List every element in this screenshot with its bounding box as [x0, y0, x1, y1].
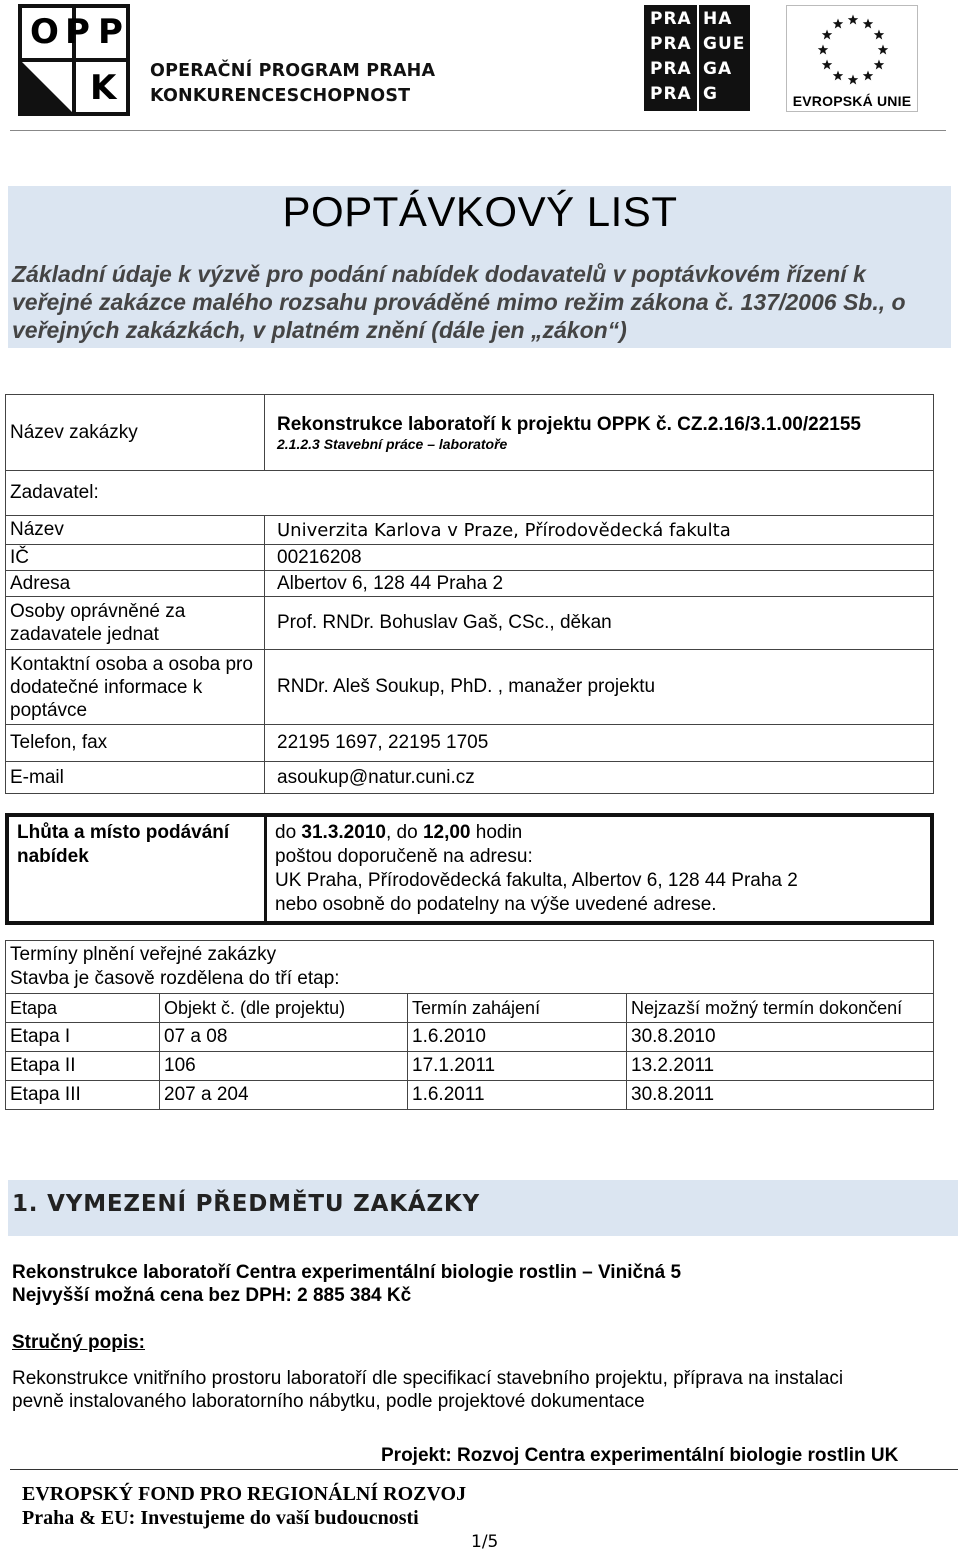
schedule-heading: Termíny plnění veřejné zakázky — [10, 944, 277, 965]
praha-right-2: GUE — [703, 34, 746, 54]
deadline-date: 31.3.2010 — [301, 822, 386, 843]
eu-star-icon — [848, 75, 858, 85]
ic-value: 00216208 — [265, 545, 934, 571]
eu-star-icon — [822, 60, 832, 70]
col-header-object: Objekt č. (dle projektu) — [160, 994, 408, 1023]
table-cell: 207 a 204 — [160, 1081, 408, 1110]
eu-logo — [786, 5, 918, 112]
section-1-title: 1. VYMEZENÍ PŘEDMĚTU ZAKÁZKY — [12, 1191, 481, 1217]
praha-logo — [644, 5, 750, 111]
footer-fund-line2: Praha & EU: Investujeme do vaší budoucnosti — [22, 1507, 419, 1529]
contracting-info-table — [5, 394, 934, 794]
deadline-line4: nebo osobně do podatelny na výše uvedené adrese. — [275, 894, 717, 915]
oppk-name-line2: KONKURENCESCHOPNOST — [150, 86, 411, 106]
authorized-persons-value: Prof. RNDr. Bohuslav Gaš, CSc., děkan — [265, 597, 934, 650]
eu-star-icon — [863, 19, 873, 29]
eu-label: EVROPSKÁ UNIE — [792, 93, 912, 109]
subject-line1: Rekonstrukce laboratoří Centra experimentální biologie rostlin – Viničná 5 — [12, 1262, 682, 1283]
footer-fund-line1: EVROPSKÝ FOND PRO REGIONÁLNÍ ROZVOJ — [22, 1483, 467, 1505]
header-divider — [10, 130, 946, 131]
contact-person-value: RNDr. Aleš Soukup, PhD. , manažer projektu — [265, 650, 934, 725]
oppk-letter-o: O — [30, 12, 59, 52]
eu-star-icon — [878, 45, 888, 55]
eu-star-icon — [822, 30, 832, 40]
contract-name-sub: 2.1.2.3 Stavební práce – laboratoře — [277, 435, 508, 452]
table-cell: Etapa I — [6, 1023, 160, 1052]
authority-name-label: Název — [6, 516, 265, 545]
contracting-authority-heading: Zadavatel: — [6, 471, 934, 516]
eu-star-icon — [874, 30, 884, 40]
page-title: POPTÁVKOVÝ LIST — [282, 188, 678, 235]
praha-right-1: HA — [703, 9, 733, 29]
ic-label: IČ — [6, 545, 265, 571]
phone-label: Telefon, fax — [6, 725, 265, 762]
praha-left-3: PRA — [650, 59, 692, 79]
deadline-line1 — [275, 821, 926, 845]
brief-description-label: Stručný popis: — [12, 1332, 146, 1353]
praha-right-3: GA — [703, 59, 733, 79]
praha-left-1: PRA — [650, 9, 692, 29]
col-header-end: Nejzazší možný termín dokončení — [627, 994, 934, 1023]
praha-left-2: PRA — [650, 34, 692, 54]
contract-name-main: Rekonstrukce laboratoří k projektu OPPK č. CZ.2.16/3.1.00/22155 — [277, 413, 861, 435]
contact-person-label: Kontaktní osoba a osoba pro dodatečné informace k poptávce — [6, 650, 265, 725]
schedule-table — [5, 940, 934, 1110]
oppk-letter-k: K — [90, 68, 117, 108]
footer-divider — [10, 1469, 958, 1470]
address-value: Albertov 6, 128 44 Praha 2 — [265, 571, 934, 597]
praha-left-4: PRA — [650, 84, 692, 104]
deadline-time: 12,00 — [422, 822, 471, 843]
deadline-mid: , do — [385, 822, 423, 843]
footer-project: Projekt: Rozvoj Centra experimentální biologie rostlin UK — [381, 1445, 899, 1466]
deadline-line2: poštou doporučeně na adresu: — [275, 846, 533, 867]
footer-fund — [22, 1482, 466, 1530]
authority-name-value: Univerzita Karlova v Praze, Přírodovědecká fakulta — [265, 516, 934, 545]
authorized-persons-label: Osoby oprávněné za zadavatele jednat — [6, 597, 265, 650]
col-header-start: Termín zahájení — [408, 994, 627, 1023]
table-cell: 30.8.2011 — [627, 1081, 934, 1110]
eu-star-icon — [874, 60, 884, 70]
table-row — [6, 1023, 934, 1052]
deadline-table — [5, 813, 934, 925]
oppk-letter-p2: P — [98, 12, 123, 52]
table-cell: Etapa III — [6, 1081, 160, 1110]
email-label: E-mail — [6, 762, 265, 794]
table-cell: 17.1.2011 — [408, 1052, 627, 1081]
deadline-post: hodin — [470, 822, 523, 843]
page-subtitle: Základní údaje k výzvě pro podání nabídek dodavatelů v poptávkovém řízení k veřejné zakázce malého rozsahu prováděné mimo režim zákona č. 137/2006 Sb., o veřejných zakázkách, v platném znění (dále jen „zákon“) — [12, 261, 906, 343]
table-cell: 07 a 08 — [160, 1023, 408, 1052]
description-line1: Rekonstrukce vnitřního prostoru laboratoří dle specifikací stavebního projektu, příprava na instalaci — [12, 1368, 844, 1389]
table-row — [6, 1081, 934, 1110]
table-cell: 30.8.2010 — [627, 1023, 934, 1052]
deadline-line3: UK Praha, Přírodovědecká fakulta, Albertov 6, 128 44 Praha 2 — [275, 870, 798, 891]
eu-star-icon — [818, 45, 828, 55]
col-header-stage: Etapa — [6, 994, 160, 1023]
schedule-subheading: Stavba je časově rozdělena do tří etap: — [10, 968, 340, 989]
table-cell: 1.6.2011 — [408, 1081, 627, 1110]
contract-name-label: Název zakázky — [6, 395, 265, 471]
oppk-program-name — [150, 59, 435, 109]
eu-star-icon — [833, 19, 843, 29]
subject-line2: Nejvyšší možná cena bez DPH: 2 885 384 Kč — [12, 1285, 412, 1306]
email-value: asoukup@natur.cuni.cz — [265, 762, 934, 794]
phone-value: 22195 1697, 22195 1705 — [265, 725, 934, 762]
deadline-label: Lhůta a místo podávání nabídek — [7, 815, 266, 923]
eu-star-icon — [833, 70, 843, 80]
eu-star-icon — [848, 15, 858, 25]
table-cell: 13.2.2011 — [627, 1052, 934, 1081]
praha-right-4: G — [703, 84, 718, 104]
eu-star-icon — [863, 70, 873, 80]
description-line2: pevně instalovaného laboratorního nábytku, podle projektové dokumentace — [12, 1391, 645, 1412]
page-number: 1/5 — [471, 1532, 499, 1552]
schedule-heading-cell — [6, 941, 934, 994]
oppk-name-line1: OPERAČNÍ PROGRAM PRAHA — [150, 61, 436, 81]
eu-stars-icon — [811, 12, 895, 90]
deadline-details — [266, 815, 933, 923]
table-cell: 106 — [160, 1052, 408, 1081]
table-cell: Etapa II — [6, 1052, 160, 1081]
oppk-logo — [18, 4, 130, 116]
deadline-pre: do — [275, 822, 302, 843]
table-cell: 1.6.2010 — [408, 1023, 627, 1052]
contract-name-value — [265, 395, 934, 471]
address-label: Adresa — [6, 571, 265, 597]
oppk-letter-p1: P — [65, 12, 90, 52]
table-row — [6, 1052, 934, 1081]
